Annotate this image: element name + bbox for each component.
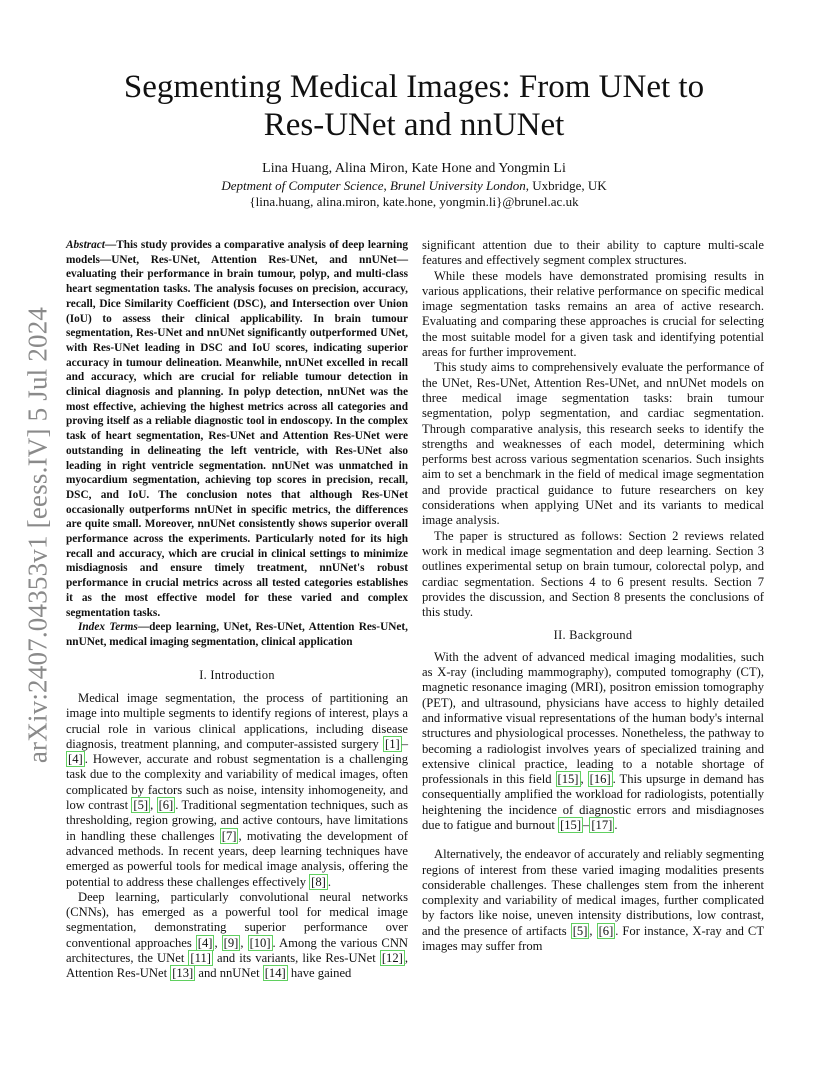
section-heading-background: II. Background xyxy=(553,628,633,643)
author-emails: {lina.huang, alina.miron, kate.hone, yongmin.li}@brunel.ac.uk xyxy=(249,194,579,209)
left-column xyxy=(66,238,408,982)
text-span: Alternatively, the endeavor of accurately and reliably segmenting regions of interest from these varied imaging modalities presents considerable challenges. These challenges stem from the inherent complexity and variability of medical images, further complicated by factors like noise, uneven intensity distributions, low contrast, and the presence of artifacts xyxy=(422,847,764,938)
text-span: Deep learning, particularly convolutional neural networks (CNNs), has emerged as a powerful tool for medical image segmentation, demonstrating superior performance over conventional approaches xyxy=(66,889,408,950)
affiliation-sep: , xyxy=(383,178,390,193)
index-terms xyxy=(66,620,408,649)
arxiv-identifier: arXiv:2407.04353v1 [eess.IV] 5 Jul 2024 xyxy=(22,306,53,764)
arxiv-sidebar xyxy=(18,300,58,770)
intro-paragraph-1 xyxy=(66,691,408,890)
citation-link[interactable]: [16] xyxy=(589,772,611,787)
paragraph-gap xyxy=(422,833,764,847)
text-span: . This upsurge in demand has consequentially amplified the workload for radiologists, potentially heightening the incidence of diagnostic errors and misdiagnoses due to fatigue and burnout xyxy=(422,772,765,832)
text-span: – xyxy=(401,736,408,751)
text-span: . Traditional segmentation techniques, such as thresholding, region growing, and active contours, have limitations in handling these challenges xyxy=(66,798,409,843)
citation-link[interactable]: [12] xyxy=(381,951,403,966)
intro-paragraph-3: While these models have demonstrated promising results in various applications, their relative performance on specific medical image segmentation tasks remains an area of active research. Evaluating and comparing these approaches is crucial for selecting the most suitable model for a given task and identifying potential areas for further improvement. xyxy=(422,268,764,360)
title-line-1: Segmenting Medical Images: From UNet to xyxy=(123,69,705,105)
text-span: , xyxy=(240,935,248,950)
index-terms-text: —deep learning, UNet, Res-UNet, Attention Res-UNet, nnUNet, medical imaging segmentation, clinical application xyxy=(66,621,408,648)
text-span: and its variants, like Res-UNet xyxy=(212,951,380,966)
right-column xyxy=(422,238,764,954)
citation-link[interactable]: [11] xyxy=(190,951,211,966)
citation-link[interactable]: [15] xyxy=(560,817,582,832)
abstract-text: —This study provides a comparative analysis of deep learning models—UNet, Res-UNet, Attention Res-UNet, and nnUNet—evaluating their performance in brain tumour, polyp, and multi-class heart segmentation tasks. The analysis focuses on precision, accuracy, recall, Dice Similarity Coefficient (DSC), and Intersection over Union (IoU) to assess their clinical applicability. In brain tumour segmentation, Res-UNet and nnUNet significantly outperformed UNet, with Res-UNet leading in DSC and IoU scores, indicating superior accuracy in tumour delineation. Meanwhile, nnUNet excelled in recall and accuracy, which are crucial for reliable tumour detection in clinical diagnosis and planning. In polyp detection, nnUNet was the most effective, achieving the highest metrics across all categories and proving itself as a reliable diagnostic tool in endoscopy. In the complex task of heart segmentation, Res-UNet and Attention Res-UNet were outstanding in delineating the left ventricle, with Res-UNet also leading in right ventricle segmentation. nnUNet was unmatched in myocardium segmentation, achieving top scores in precision, recall, DSC, and IoU. The conclusion notes that although Res-UNet occasionally outperforms nnUNet in specific metrics, the differences are quite small. Moreover, nnUNet consistently shows superior overall performance across the experiments. Particularly noted for its high recall and accuracy, which are crucial in clinical settings to minimize misdiagnosis and ensure timely treatment, nnUNet's robust performance in crucial metrics across all tested categories establishes it as the most effective model for these varied and complex segmentation tasks. xyxy=(66,239,408,619)
intro-paragraph-4: This study aims to comprehensively evaluate the performance of the UNet, Res-UNet, Attention Res-UNet, and nnUNet models on three medical image segmentation tasks: brain tumour segmentation, polyp segmentation, and cardiac segmentation. Through comparative analysis, this research seeks to identify the strengths and weaknesses of each model, determining which performs best across various segmentation scenarios. Such insights aim to set a benchmark in the field of medical image segmentation and provide practical guidance to future researchers on key considerations when applying UNet and its variants to medical image analysis. xyxy=(422,360,764,528)
text-span: . For instance, X-ray and CT images may suffer from xyxy=(422,923,765,954)
citation-link[interactable]: [5] xyxy=(133,798,149,813)
citation-link[interactable]: [1] xyxy=(385,736,400,751)
title-line-2: Res-UNet and nnUNet xyxy=(263,107,565,143)
citation-link[interactable]: [17] xyxy=(591,817,613,832)
citation-link[interactable]: [13] xyxy=(172,966,194,981)
author-list: Lina Huang, Alina Miron, Kate Hone and Yongmin Li xyxy=(262,161,566,176)
text-span: . xyxy=(327,874,331,889)
abstract xyxy=(66,238,408,620)
paper-title xyxy=(60,68,768,144)
intro-paragraph-2 xyxy=(66,890,408,982)
citation-link[interactable]: [4] xyxy=(197,935,213,950)
affiliation-city: , Uxbridge, UK xyxy=(525,178,607,193)
text-span: , xyxy=(589,923,597,938)
background-paragraph-2 xyxy=(422,847,764,954)
citation-link[interactable]: [15] xyxy=(557,772,579,787)
text-span: , xyxy=(214,935,222,950)
text-span: and nnUNet xyxy=(195,966,263,981)
citation-link[interactable]: [4] xyxy=(68,752,83,767)
citation-link[interactable]: [14] xyxy=(264,966,286,981)
citation-link[interactable]: [10] xyxy=(249,935,271,950)
text-span: , xyxy=(580,772,588,787)
citation-link[interactable]: [7] xyxy=(221,828,237,843)
intro-paragraph-5: The paper is structured as follows: Section 2 reviews related work in medical image segmentation and deep learning. Section 3 outlines experimental setup on brain tumour, colorectal polyp, and cardiac segmentation. Sections 4 to 6 present results. Section 7 provides the discussion, and Section 8 presents the conclusions of this study. xyxy=(422,528,764,620)
text-span: , Attention Res-UNet xyxy=(66,951,408,981)
text-span: – xyxy=(583,817,590,832)
text-span: . However, accurate and robust segmentation is a challenging task due to the complexity and variability of medical images, often complicated by factors such as noise, intensity inhomogeneity, and low contrast xyxy=(66,752,408,813)
background-paragraph-1 xyxy=(422,650,764,834)
section-heading-introduction: I. Introduction xyxy=(199,667,275,682)
text-span: . xyxy=(614,817,618,832)
citation-link[interactable]: [6] xyxy=(158,798,174,813)
text-span: , xyxy=(150,798,157,813)
abstract-label: Abstract xyxy=(66,239,105,251)
text-span: Medical image segmentation, the process of partitioning an image into multiple segments to identify regions of interest, plays a crucial role in various clinical applications, including disease diagnosis, treatment planning, and computer-assisted surgery xyxy=(66,690,408,751)
citation-link[interactable]: [5] xyxy=(572,923,588,938)
citation-link[interactable]: [9] xyxy=(223,935,239,950)
affiliation-university: Brunel University London xyxy=(389,178,526,193)
text-span: . Among the various CNN architectures, the UNet xyxy=(66,935,409,966)
index-terms-label: Index Terms xyxy=(78,621,138,634)
intro-paragraph-2-continued: significant attention due to their ability to capture multi-scale features and effectively segment complex structures. xyxy=(422,238,764,268)
text-span: With the advent of advanced medical imaging modalities, such as X-ray (including mammography), computed tomography (CT), magnetic resonance imaging (MRI), positron emission tomography (PET), and ultrasound, physicians have access to highly detailed and informative visual representations of the human body's internal structures and physiological processes. Nonetheless, the pathway to becoming a radiologist involves years of specialized training and extensive clinical practice, leading to a notable shortage of professionals in this field xyxy=(422,649,764,787)
citation-link[interactable]: [8] xyxy=(311,874,326,889)
affiliation-dept: Deptment of Computer Science xyxy=(221,178,384,193)
citation-link[interactable]: [6] xyxy=(598,923,614,938)
text-span: , motivating the development of advanced methods. In recent years, deep learning techniques have emerged as powerful tools for medical image analysis, offering the potential to address these challenges effectively xyxy=(66,828,408,889)
affiliation xyxy=(60,178,768,194)
text-span: have gained xyxy=(287,966,352,981)
